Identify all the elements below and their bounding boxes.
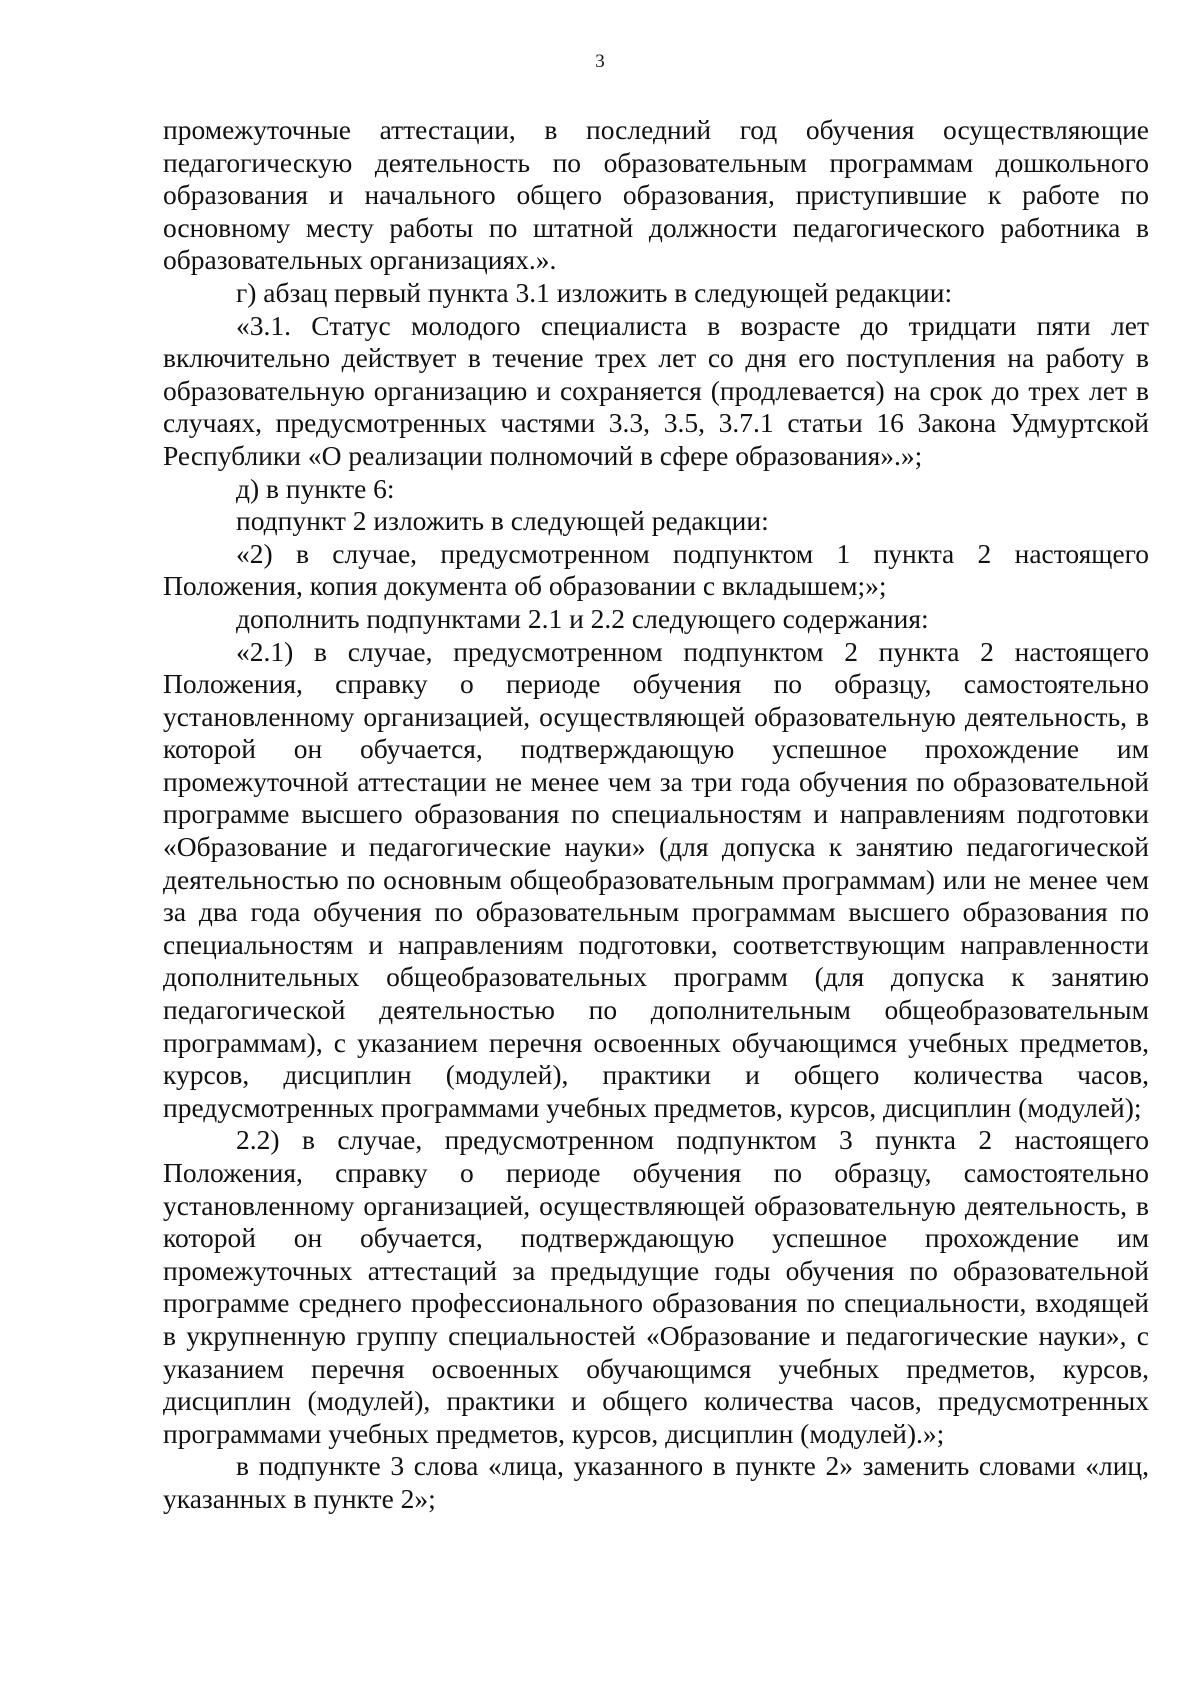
paragraph-item-d: д) в пункте 6: xyxy=(236,472,395,504)
paragraph-quote-3-1: «3.1. Статус молодого специалиста в возрасте до тридцати пяти лет включительно действует в течение трех лет со дня его поступления на работу в образовательную организацию и сохраняется (продлевается) на срок до трех лет в случаях, предусмотренных частями 3.3, 3.5, 3.7.1 статьи 16 Закона Удмуртской Республики «О реализации полномочий в сфере образования».»; xyxy=(163,309,1149,471)
paragraph-supplement-heading: дополнить подпунктами 2.1 и 2.2 следующего содержания: xyxy=(236,602,929,634)
paragraph-subitem-2-heading: подпункт 2 изложить в следующей редакции: xyxy=(236,505,769,537)
paragraph-subitem-2: «2) в случае, предусмотренном подпунктом 1 пункта 2 настоящего Положения, копия документа об образовании с вкладышем;»; xyxy=(163,537,1149,602)
paragraph-subitem-3: в подпункте 3 слова «лица, указанного в пункте 2» заменить словами «лиц, указанных в пункте 2»; xyxy=(163,1450,1149,1514)
document-body xyxy=(163,114,1149,1516)
paragraph-item-g: г) абзац первый пункта 3.1 изложить в следующей редакции: xyxy=(236,276,953,308)
paragraph-continuation: промежуточные аттестации, в последний год обучения осуществляющие педагогическую деятельность по образовательным программам дошкольного образования и начального общего образования, приступившие к работе по основному месту работы по штатной должности педагогического работника в образовательных организациях.». xyxy=(163,114,1149,276)
page-number: 3 xyxy=(595,51,605,72)
paragraph-subitem-2-2: 2.2) в случае, предусмотренном подпунктом 3 пункта 2 настоящего Положения, справку о периоде обучения по образцу, самостоятельно установленному организацией, осуществляющей образовательную деятельность, в которой он обучается, подтверждающую успешное прохождение им промежуточных аттестаций за предыдущие годы обучения по образовательной программе среднего профессионального образования по специальности, входящей в укрупненную группу специальностей «Образование и педагогические науки», с указанием перечня освоенных обучающимся учебных предметов, курсов, дисциплин (модулей), практики и общего количества часов, предусмотренных программами учебных предметов, курсов, дисциплин (модулей).»; xyxy=(163,1124,1149,1449)
paragraph-subitem-2-1: «2.1) в случае, предусмотренном подпунктом 2 пункта 2 настоящего Положения, справку о периоде обучения по образцу, самостоятельно установленному организацией, осуществляющей образовательную деятельность, в которой он обучается, подтверждающую успешное прохождение им промежуточной аттестации не менее чем за три года обучения по образовательной программе высшего образования по специальностям и направлениям подготовки «Образование и педагогические науки» (для допуска к занятию педагогической деятельностью по основным общеобразовательным программам) или не менее чем за два года обучения по образовательным программам высшего образования по специальностям и направлениям подготовки, соответствующим направленности дополнительных общеобразовательных программ (для допуска к занятию педагогической деятельностью по дополнительным общеобразовательным программам), с указанием перечня освоенных обучающимся учебных предметов, курсов, дисциплин (модулей), практики и общего количества часов, предусмотренных программами учебных предметов, курсов, дисциплин (модулей); xyxy=(163,635,1149,1123)
